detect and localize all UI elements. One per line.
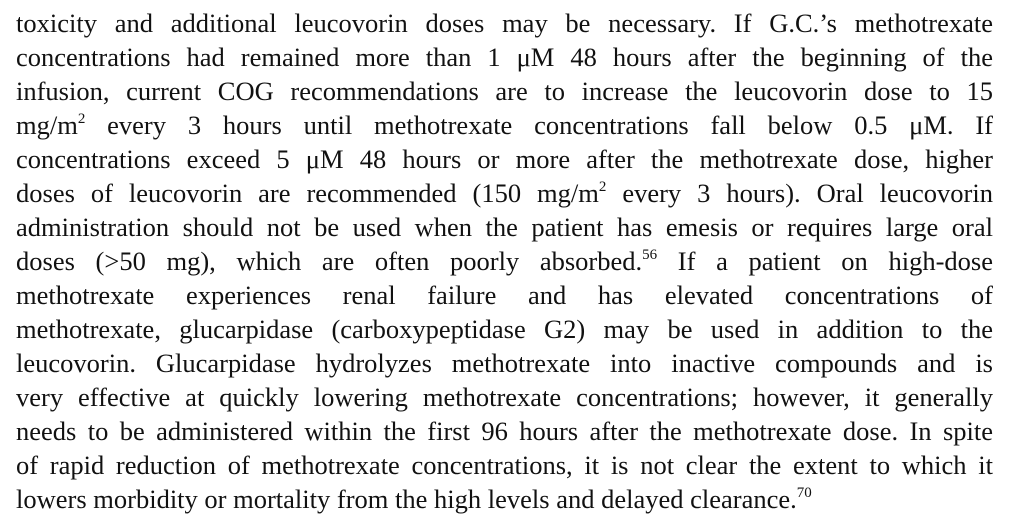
text-segment: very effective at quickly lowering methotrexate concentrations; however, it generally xyxy=(16,382,993,412)
superscript: 2 xyxy=(77,110,86,127)
text-segment: needs to be administered within the first 96 hours after the methotrexate dose. In spite xyxy=(16,416,993,446)
text-segment: of rapid reduction of methotrexate concentrations, it is not clear the extent to which it xyxy=(16,450,993,480)
text-line xyxy=(16,74,993,108)
text-segment: every 3 hours). Oral leucovorin xyxy=(606,178,993,208)
body-paragraph xyxy=(16,6,993,516)
text-line xyxy=(16,40,993,74)
text-segment: infusion, current COG recommendations are to increase the leucovorin dose to 15 xyxy=(16,76,993,106)
text-line xyxy=(16,244,993,278)
text-line xyxy=(16,142,993,176)
superscript: 70 xyxy=(796,484,812,501)
text-segment: every 3 hours until methotrexate concentrations fall below 0.5 μM. If xyxy=(85,110,993,140)
superscript: 2 xyxy=(598,178,607,195)
text-line xyxy=(16,108,993,142)
text-line xyxy=(16,380,993,414)
text-segment: toxicity and additional leucovorin doses may be necessary. If G.C.’s methotrexate xyxy=(16,8,993,38)
text-segment: mg/m xyxy=(16,110,78,140)
text-line xyxy=(16,176,993,210)
text-segment: methotrexate experiences renal failure and has elevated concentrations of xyxy=(16,280,993,310)
text-line xyxy=(16,448,993,482)
document-page xyxy=(16,6,993,516)
text-line xyxy=(16,278,993,312)
text-line xyxy=(16,414,993,448)
text-segment: concentrations had remained more than 1 μM 48 hours after the beginning of the xyxy=(16,42,993,72)
text-segment: methotrexate, glucarpidase (carboxypeptidase G2) may be used in addition to the xyxy=(16,314,993,344)
text-line xyxy=(16,6,993,40)
superscript: 56 xyxy=(642,246,658,263)
text-segment: doses of leucovorin are recommended (150 mg/m xyxy=(16,178,599,208)
text-segment: If a patient on high-dose xyxy=(657,246,993,276)
text-line xyxy=(16,312,993,346)
text-segment: administration should not be used when the patient has emesis or requires large oral xyxy=(16,212,993,242)
text-segment: leucovorin. Glucarpidase hydrolyzes methotrexate into inactive compounds and is xyxy=(16,348,993,378)
text-line xyxy=(16,210,993,244)
text-segment: concentrations exceed 5 μM 48 hours or more after the methotrexate dose, higher xyxy=(16,144,993,174)
text-segment: doses (>50 mg), which are often poorly absorbed. xyxy=(16,246,643,276)
text-segment: lowers morbidity or mortality from the high levels and delayed clearance. xyxy=(16,484,797,514)
text-line xyxy=(16,346,993,380)
text-line xyxy=(16,482,993,516)
